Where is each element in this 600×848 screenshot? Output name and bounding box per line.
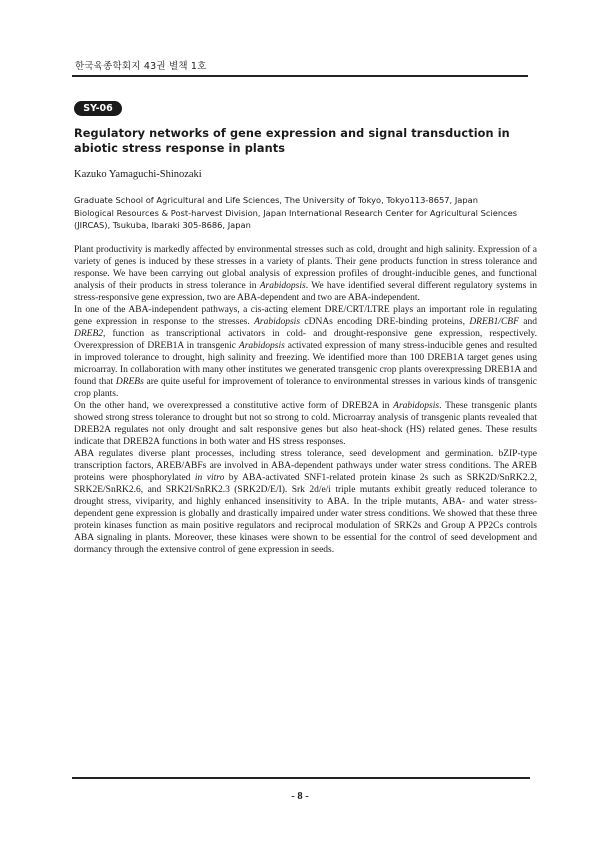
italic-run: Arabidopsis [254, 317, 301, 327]
paragraph [74, 400, 537, 448]
page-number: - 8 - [291, 791, 309, 802]
affiliation-line: Graduate School of Agricultural and Life Sciences, The University of Tokyo, Tokyo113-8657, Japan [74, 195, 478, 205]
text-run: On the other hand, we overexpressed a constitutive active form of DREB2A in [74, 401, 394, 411]
text-run: . These transgenic plants showed strong stress tolerance to drought but not so strong to cold. Microarray analysis of transgenic plants revealed that DREB2A regulates not only drought and salt responsive genes but also heat-shock (HS) related genes. These results indicate that DREB2A functions in both water and HS stress responses. [74, 401, 537, 447]
running-head: 한국육종학회지 43권 별책 1호 [75, 61, 207, 72]
affiliation-line: (JIRCAS), Tsukuba, Ibaraki 305-8686, Japan [74, 220, 251, 230]
italic-run: DREB2 [74, 329, 104, 339]
italic-run: in vitro [194, 473, 225, 483]
text-run: are quite useful for improvement of tolerance to environmental stresses in various kinds of transgenic crop plants. [74, 377, 537, 399]
session-badge: SY-06 [74, 101, 122, 116]
author: Kazuko Yamaguchi-Shinozaki [74, 169, 202, 180]
paragraph [74, 304, 537, 400]
text-run: Plant productivity is markedly affected by environmental stresses such as cold, drought and high salinity. Expression of a variety of genes is induced by these stresses in a variety of plants. Their gene products function in stress tolerance and response. We have been carrying out global analysis of expression profiles of drought-inducible genes, and functional analysis of their products in stress tolerance in [74, 245, 537, 291]
italic-run: Arabidopsis [238, 341, 285, 351]
footer-rule [72, 777, 530, 779]
italic-run: Arabidopsis [259, 281, 306, 291]
text-run: In one of the ABA-independent pathways, a cis-acting element DRE/CRT/LTRE plays an important role in regulating gene expression in response to the stresses. [74, 305, 537, 327]
header-rule [72, 75, 528, 77]
paragraph [74, 244, 537, 304]
paragraph [74, 448, 537, 556]
affiliation-line: Biological Resources & Post-harvest Division, Japan International Research Center for Agricultural Sciences [74, 207, 518, 218]
paper-title: Regulatory networks of gene expression and signal transduction in abiotic stress response in plants [74, 127, 510, 155]
italic-run: Arabidopsis [393, 401, 440, 411]
text-run: , function as transcriptional activators in cold- and drought-responsive gene expression, respectively. Overexpression of DREB1A in transgenic [74, 329, 537, 351]
text-run: by ABA-activated SNF1-related protein kinase 2s such as SRK2D/SnRK2.2, SRK2E/SnRK2.6, and SRK2I/SnRK2.3 (SRK2D/E/I). Srk 2d/e/i triple mutants exhibit greatly reduced tolerance to drought stress, viviparity, and highly enhanced insensitivity to ABA. In the triple mutants, ABA- and water stress-dependent gene expression is globally and drastically impaired under water stress conditions. We showed that these three protein kinases function as main positive regulators and reciprocal modulation of SRK2s and Group A PP2Cs controls ABA signaling in plants. Moreover, these kinases were shown to be essential for the control of seed development and dormancy through the extensive control of gene expression in seeds. [74, 473, 537, 555]
text-run: activated expression of many stress-inducible genes and resulted in improved tolerance to drought, high salinity and freezing. We identified more than 100 DREB1A target genes using microarray. In collaboration with many other institutes we generated transgenic crop plants overexpressing DREB1A and found that [74, 341, 537, 387]
italic-run: DREB1/CBF [469, 317, 519, 327]
affiliations [74, 194, 544, 232]
italic-run: DREBs [115, 377, 144, 387]
text-run: ABA regulates diverse plant processes, including stress tolerance, seed development and germination. bZIP-type transcription factors, AREB/ABFs are involved in ABA-dependent pathways under water stress conditions. The AREB proteins were phosphorylated [74, 449, 537, 483]
text-run: . We have identified several different regulatory systems in stress-responsive gene expression, two are ABA-dependent and two are ABA-independent. [74, 281, 537, 303]
text-run: cDNAs encoding DRE-binding proteins, [300, 317, 470, 327]
text-run: and [518, 317, 537, 327]
abstract-body [74, 244, 537, 556]
